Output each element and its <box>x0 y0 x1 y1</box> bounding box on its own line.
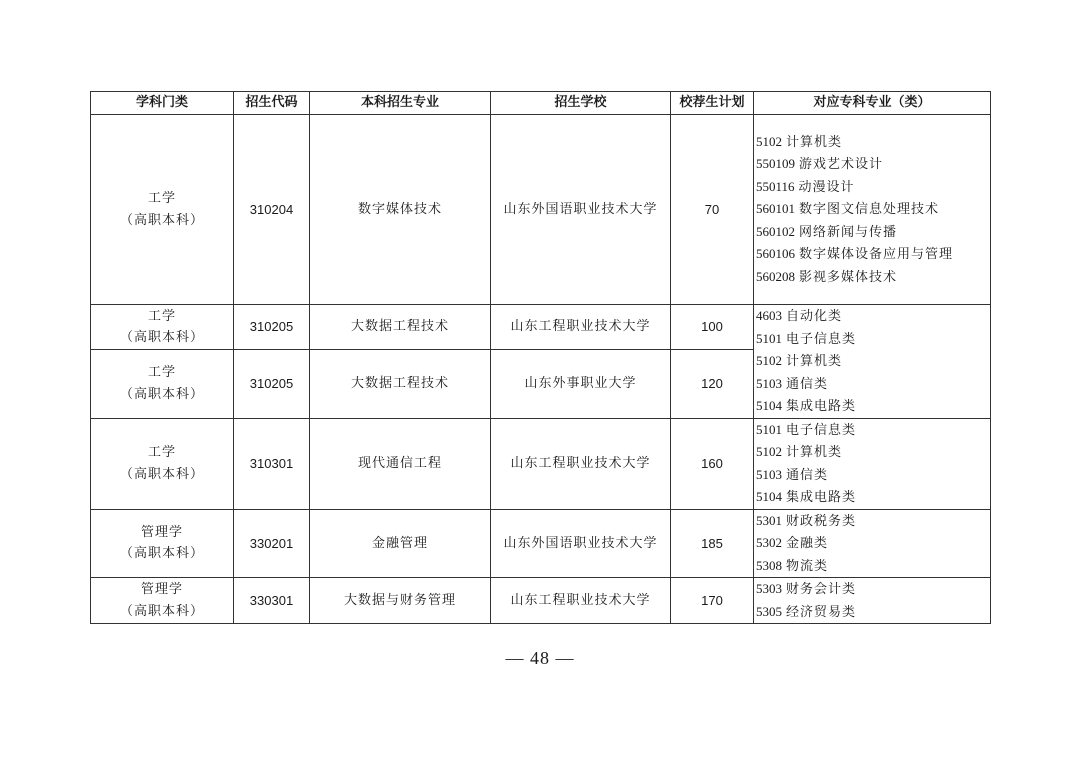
corresponding-major: 5101 电子信息类 <box>756 330 857 347</box>
category-name: 工学 <box>147 308 176 324</box>
plan-cell: 120 <box>671 350 754 418</box>
corresponding-major: 5104 集成电路类 <box>756 398 857 414</box>
category-cell <box>91 509 234 578</box>
category-level: （高职本科） <box>119 466 204 482</box>
major-cell: 大数据与财务管理 <box>310 578 491 624</box>
plan-cell: 160 <box>671 418 754 509</box>
corresponding-major: 560101 数字图文信息处理技术 <box>756 201 940 218</box>
corresponding-major: 560106 数字媒体设备应用与管理 <box>756 246 954 263</box>
school-cell: 山东外国语职业技术大学 <box>491 509 671 578</box>
code-cell: 330201 <box>234 509 310 578</box>
corresponding-major: 5103 通信类 <box>756 466 829 483</box>
header-code: 招生代码 <box>234 92 310 115</box>
category-name: 工学 <box>147 445 176 460</box>
major-cell: 大数据工程技术 <box>310 305 491 350</box>
table-row <box>91 509 991 578</box>
admissions-table <box>90 91 991 624</box>
corresponding-major: 5302 金融类 <box>756 535 829 551</box>
header-major: 本科招生专业 <box>310 92 491 115</box>
category-cell <box>91 418 234 509</box>
category-cell <box>91 305 234 350</box>
category-cell <box>91 115 234 305</box>
table-row <box>91 578 991 624</box>
category-level: （高职本科） <box>119 212 204 228</box>
school-cell: 山东外国语职业技术大学 <box>491 115 671 305</box>
corresponding-major: 550109 游戏艺术设计 <box>756 156 884 173</box>
major-cell: 大数据工程技术 <box>310 350 491 418</box>
corresponding-majors-cell <box>754 115 991 305</box>
category-cell <box>91 578 234 624</box>
plan-cell: 170 <box>671 578 754 624</box>
corresponding-major: 550116 动漫设计 <box>756 178 855 195</box>
category-name: 工学 <box>147 191 176 206</box>
corresponding-major: 5102 计算机类 <box>756 353 843 369</box>
header-plan: 校荐生计划 <box>671 92 754 115</box>
header-category: 学科门类 <box>91 92 234 115</box>
plan-cell: 70 <box>671 115 754 305</box>
code-cell: 330301 <box>234 578 310 624</box>
table-row <box>91 305 991 350</box>
corresponding-major: 5301 财政税务类 <box>756 512 857 529</box>
corresponding-major: 5305 经济贸易类 <box>756 603 857 620</box>
page-number: — 48 — <box>505 648 575 668</box>
corresponding-major: 5102 计算机类 <box>756 133 843 150</box>
header-school: 招生学校 <box>491 92 671 115</box>
category-level: （高职本科） <box>119 546 204 562</box>
category-name: 管理学 <box>140 524 183 540</box>
corresponding-majors-cell <box>754 418 991 509</box>
corresponding-major: 5303 财务会计类 <box>756 581 857 597</box>
plan-cell: 100 <box>671 305 754 350</box>
category-level: （高职本科） <box>119 603 204 619</box>
major-cell: 金融管理 <box>310 509 491 578</box>
plan-cell: 185 <box>671 509 754 578</box>
corresponding-major: 4603 自动化类 <box>756 308 843 324</box>
corresponding-major: 560208 影视多媒体技术 <box>756 268 898 285</box>
corresponding-majors-cell <box>754 305 991 419</box>
code-cell: 310205 <box>234 305 310 350</box>
corresponding-major: 5101 电子信息类 <box>756 421 857 438</box>
header-row <box>91 92 991 115</box>
category-level: （高职本科） <box>119 386 204 402</box>
category-name: 管理学 <box>140 582 183 597</box>
code-cell: 310301 <box>234 418 310 509</box>
corresponding-major: 5102 计算机类 <box>756 444 843 460</box>
school-cell: 山东工程职业技术大学 <box>491 578 671 624</box>
corresponding-major: 5103 通信类 <box>756 375 829 392</box>
school-cell: 山东工程职业技术大学 <box>491 418 671 509</box>
corresponding-majors-cell <box>754 509 991 578</box>
corresponding-major: 560102 网络新闻与传播 <box>756 223 898 240</box>
major-cell: 数字媒体技术 <box>310 115 491 305</box>
category-cell <box>91 350 234 418</box>
corresponding-major: 5308 物流类 <box>756 557 829 574</box>
code-cell: 310204 <box>234 115 310 305</box>
corresponding-major: 5104 集成电路类 <box>756 489 857 505</box>
corresponding-majors-cell <box>754 578 991 624</box>
code-cell: 310205 <box>234 350 310 418</box>
major-cell: 现代通信工程 <box>310 418 491 509</box>
category-level: （高职本科） <box>119 330 204 346</box>
table-row <box>91 115 991 305</box>
school-cell: 山东外事职业大学 <box>491 350 671 418</box>
table-row <box>91 418 991 509</box>
header-corresponding-majors: 对应专科专业（类） <box>754 92 991 115</box>
category-name: 工学 <box>147 365 176 381</box>
school-cell: 山东工程职业技术大学 <box>491 305 671 350</box>
